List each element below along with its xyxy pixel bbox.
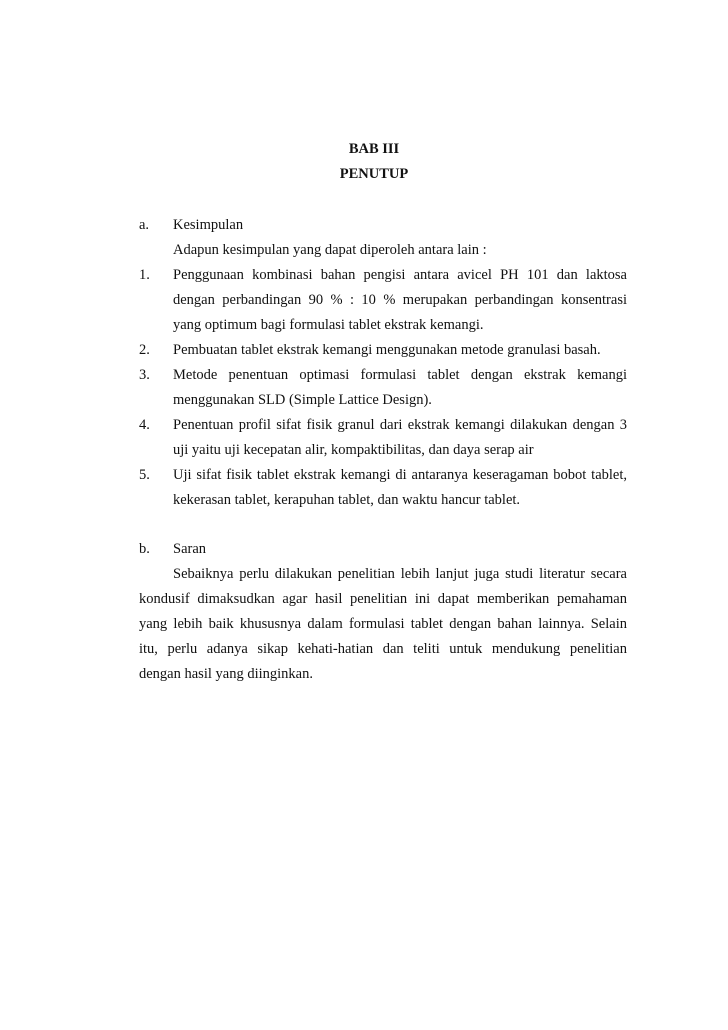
item-1-line-2: dengan perbandingan 90 % : 10 % merupakan perbandingan konsentrasi [173,292,627,308]
saran-line-5: dengan hasil yang diinginkan. [139,666,313,682]
item-3-number: 3. [139,367,150,383]
item-4-line-2: uji yaitu uji kecepatan alir, kompaktibilitas, dan daya serap air [173,442,534,458]
saran-line-2: kondusif dimaksudkan agar hasil penelitian ini dapat memberikan pemahaman [139,591,627,607]
item-1-number: 1. [139,267,150,283]
item-4-line-1: Penentuan profil sifat fisik granul dari ekstrak kemangi dilakukan dengan 3 [173,417,627,433]
item-5-number: 5. [139,467,150,483]
chapter-label: BAB III [348,141,400,157]
item-5-line-1: Uji sifat fisik tablet ekstrak kemangi di antaranya keseragaman bobot tablet, [173,467,627,483]
item-3-line-2: menggunakan SLD (Simple Lattice Design). [173,392,432,408]
section-a-marker: a. [139,217,150,233]
saran-line-3: yang lebih baik khususnya dalam formulasi tablet dengan bahan lainnya. Selain [139,616,627,632]
section-a-intro: Adapun kesimpulan yang dapat diperoleh antara lain : [173,242,487,258]
section-b-heading: Saran [173,541,207,557]
item-5-line-2: kekerasan tablet, kerapuhan tablet, dan waktu hancur tablet. [173,492,521,508]
saran-line-4: itu, perlu adanya sikap kehati-hatian dan teliti untuk mendukung penelitian [139,641,627,657]
item-2-number: 2. [139,342,150,358]
saran-line-1: Sebaiknya perlu dilakukan penelitian lebih lanjut juga studi literatur secara [173,566,627,582]
item-1-line-3: yang optimum bagi formulasi tablet ekstrak kemangi. [173,317,484,333]
section-a-heading: Kesimpulan [173,217,244,233]
item-3-line-1: Metode penentuan optimasi formulasi tablet dengan ekstrak kemangi [173,367,627,383]
chapter-title: PENUTUP [339,166,409,182]
item-1-line-1: Penggunaan kombinasi bahan pengisi antara avicel PH 101 dan laktosa [173,267,627,283]
item-2-line-1: Pembuatan tablet ekstrak kemangi menggunakan metode granulasi basah. [173,342,601,358]
item-4-number: 4. [139,417,150,433]
section-b-marker: b. [139,541,150,557]
